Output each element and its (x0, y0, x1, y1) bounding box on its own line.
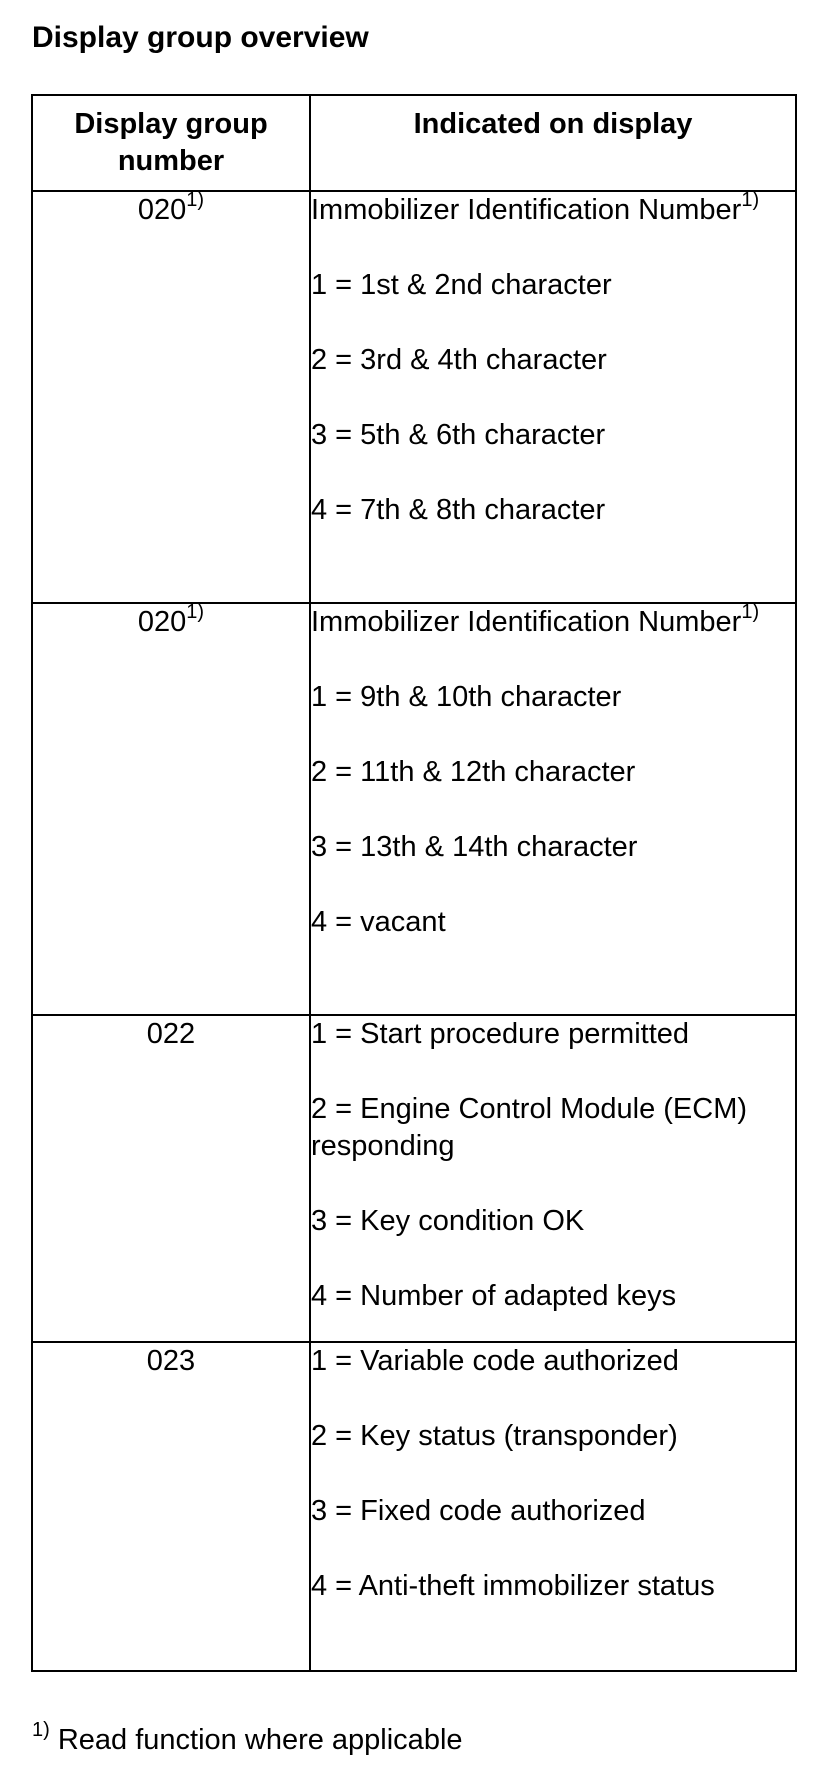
indication-item: 3 = 13th & 14th character (311, 831, 638, 863)
indication-item: 1 = Start procedure permitted (311, 1018, 690, 1050)
group-number-cell (32, 603, 310, 1015)
footnote-marker: 1) (741, 189, 760, 212)
lead-text: Immobilizer Identification Number (311, 194, 742, 226)
indication-lead (311, 189, 795, 229)
table-row (32, 1015, 796, 1342)
page-title: Display group overview (32, 21, 369, 54)
indication-item: 1 = 9th & 10th character (311, 681, 622, 713)
indications-cell (310, 1342, 796, 1671)
group-number-cell (32, 191, 310, 603)
footnote (32, 1719, 463, 1758)
header-label: Indicated on display (413, 108, 693, 140)
display-group-table (31, 94, 797, 1672)
table-row (32, 603, 796, 1015)
group-number: 023 (146, 1345, 196, 1377)
table-row (32, 1342, 796, 1671)
indication-item: 4 = Anti-theft immobilizer status (311, 1570, 715, 1602)
table-row (32, 191, 796, 603)
group-number: 020 (137, 194, 187, 226)
footnote-marker: 1) (186, 601, 205, 624)
indication-item: 1 = 1st & 2nd character (311, 269, 612, 301)
header-display-group-number (32, 95, 310, 191)
footnote-text: Read function where applicable (57, 1724, 463, 1756)
indication-item: 4 = Number of adapted keys (311, 1280, 677, 1312)
table-header-row (32, 95, 796, 191)
indication-item: 4 = 7th & 8th character (311, 494, 606, 526)
group-number-cell (32, 1342, 310, 1671)
indication-item: 2 = Engine Control Module (ECM) responding (311, 1093, 748, 1162)
indications-cell (310, 1015, 796, 1342)
group-number: 020 (137, 606, 187, 638)
group-number: 022 (146, 1018, 196, 1050)
indications-cell (310, 603, 796, 1015)
header-indicated-on-display (310, 95, 796, 191)
indication-lead (311, 601, 795, 641)
footnote-marker: 1) (741, 601, 760, 624)
indication-item: 2 = Key status (transponder) (311, 1420, 678, 1452)
indication-item: 3 = Key condition OK (311, 1205, 585, 1237)
header-label: Display group number (74, 108, 268, 177)
group-number-cell (32, 1015, 310, 1342)
indication-item: 2 = 11th & 12th character (311, 756, 636, 788)
footnote-marker: 1) (186, 189, 205, 212)
footnote-marker: 1) (32, 1719, 50, 1742)
lead-text: Immobilizer Identification Number (311, 606, 742, 638)
indication-item: 3 = Fixed code authorized (311, 1495, 646, 1527)
indication-item: 2 = 3rd & 4th character (311, 344, 607, 376)
indication-item: 1 = Variable code authorized (311, 1345, 679, 1377)
indication-item: 3 = 5th & 6th character (311, 419, 606, 451)
indications-cell (310, 191, 796, 603)
indication-item: 4 = vacant (311, 906, 446, 938)
